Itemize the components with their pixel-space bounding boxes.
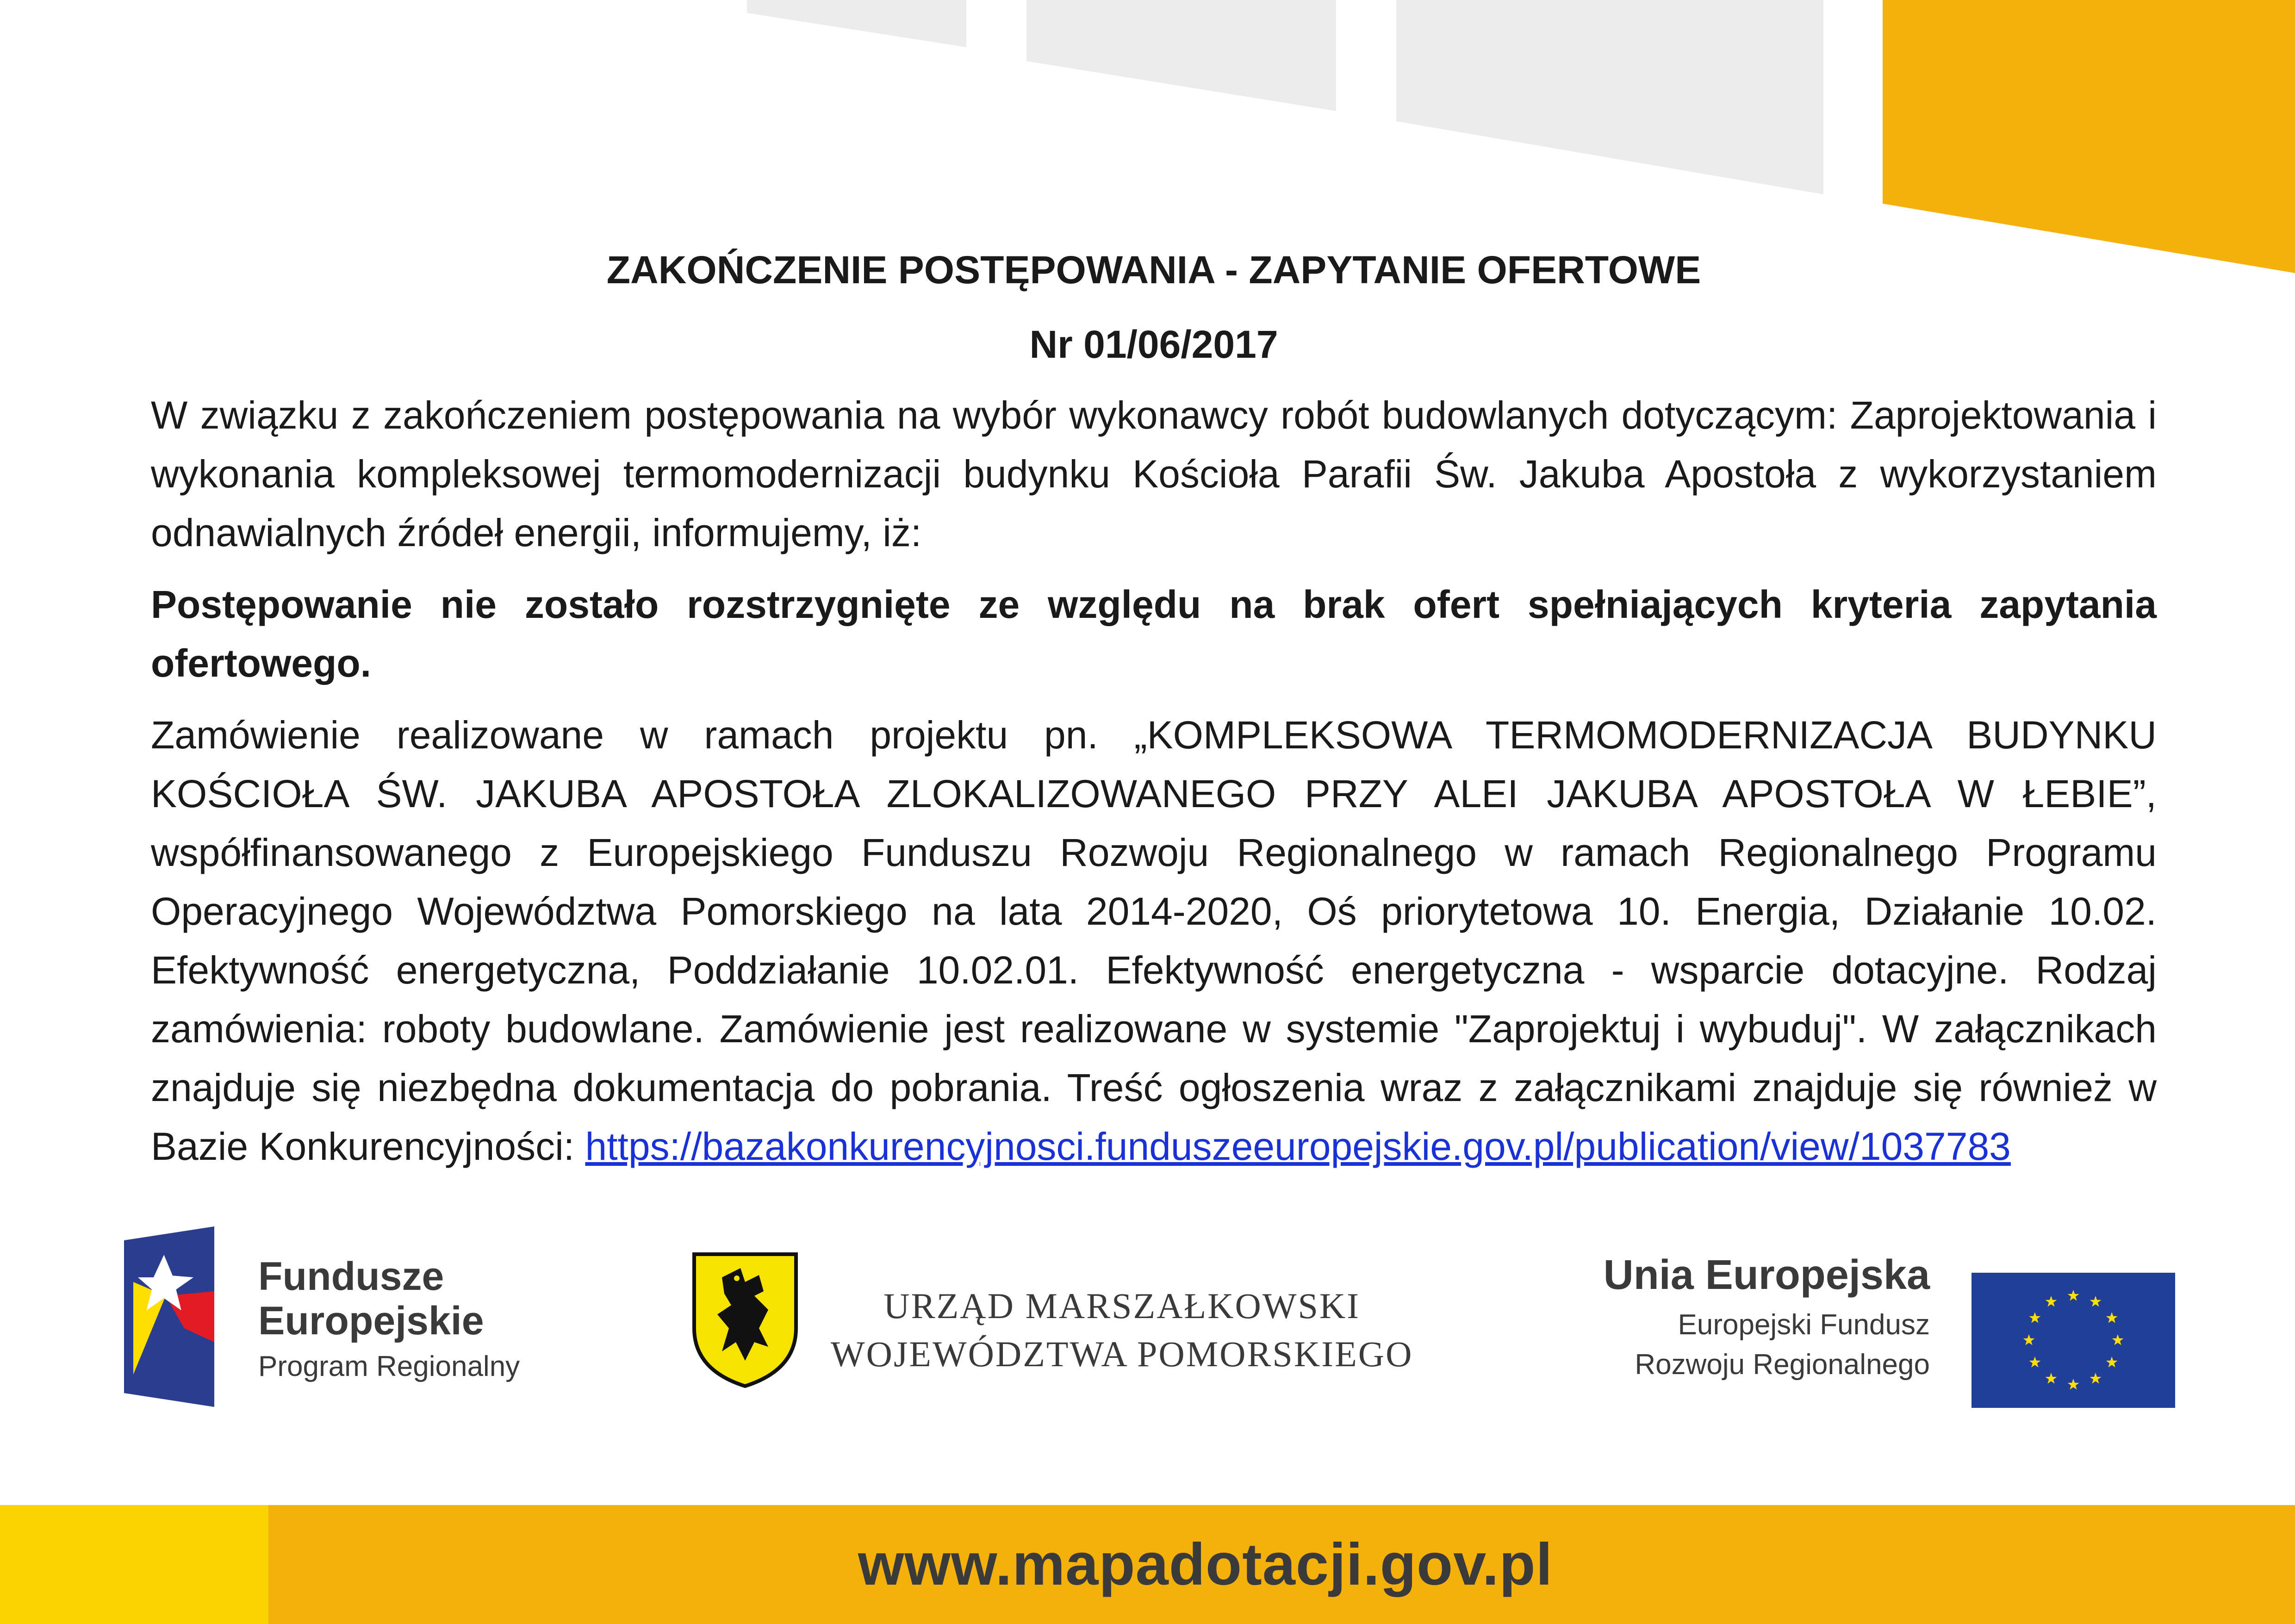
umwp-line2: WOJEWÓDZTWA POMORSKIEGO (831, 1334, 1413, 1374)
document-body (151, 241, 2157, 1189)
fe-line2: Europejskie (258, 1299, 484, 1343)
intro-paragraph: W związku z zakończeniem postępowania na wybór wykonawcy robót budowlanych dotyczącym: Zaprojektowania i wykonania kompleksowej termomodernizacji budynku Kościoła Parafii Św. Jakuba Apostoła z wykorzystaniem odnawialnych źródeł energii, informujemy, iż: (151, 393, 2157, 554)
logos-bar (0, 1222, 2295, 1402)
eu-flag-icon (1972, 1273, 2175, 1408)
deco-gray-shape-3 (1396, 0, 1823, 194)
deco-gray-shape-1 (747, 0, 966, 47)
urzad-marszalkowski-text (831, 1282, 1413, 1378)
footer-bar (0, 1505, 2295, 1624)
deco-yellow-shape (1883, 0, 2295, 273)
document-title: ZAKOŃCZENIE POSTĘPOWANIA - ZAPYTANIE OFERTOWE (606, 248, 1701, 292)
fe-line1: Fundusze (258, 1254, 444, 1299)
document-number: Nr 01/06/2017 (1029, 323, 1278, 366)
fundusze-europejskie-logo (124, 1226, 587, 1407)
baza-konkurencyjnosci-link[interactable]: https://bazakonkurencyjnosci.funduszeeuropejskie.gov.pl/publication/view/1037783 (585, 1125, 2011, 1168)
fundusze-europejskie-text (258, 1254, 520, 1388)
project-paragraph (151, 706, 2157, 1176)
result-paragraph: Postępowanie nie zostało rozstrzygnięte ze względu na brak ofert spełniających kryteria zapytania ofertowego. (151, 583, 2157, 685)
ue-sub2: Rozwoju Regionalnego (1635, 1349, 1930, 1381)
umwp-line1: URZĄD MARSZAŁKOWSKI (883, 1286, 1361, 1326)
ue-sub1: Europejski Fundusz (1678, 1309, 1930, 1341)
urzad-marszalkowski-logo (690, 1250, 1476, 1388)
fe-subtitle: Program Regionalny (258, 1350, 520, 1382)
project-text: Zamówienie realizowane w ramach projektu pn. „KOMPLEKSOWA TERMOMODERNIZACJA BUDYNKU KOŚCIOŁA ŚW. JAKUBA APOSTOŁA ZLOKALIZOWANEGO PRZY ALEI JAKUBA APOSTOŁA W ŁEBIE”, współfinansowanego z Europejskiego Funduszu Rozwoju Regionalnego w ramach Regionalnego Programu Operacyjnego Województwa Pomorskiego na lata 2014-2020, Oś priorytetowa 10. Energia, Działanie 10.02. Efektywność energetyczna, Poddziałanie 10.02.01. Efektywność energetyczna - wsparcie dotacyjne. Rodzaj zamówienia: roboty budowlane. Zamówienie jest realizowane w systemie "Zaprojektuj i wybuduj". W załącznikach znajduje się niezbędna dokumentacja do pobrania. Treść ogłoszenia wraz z załącznikami znajduje się również w Bazie Konkurencyjności: (151, 713, 2157, 1168)
unia-europejska-text (1604, 1245, 1930, 1385)
deco-gray-shape-2 (1026, 0, 1336, 111)
fundusze-europejskie-flag-icon (124, 1226, 221, 1407)
ue-title: Unia Europejska (1603, 1252, 1930, 1298)
pomorskie-griffin-coat-of-arms-icon (690, 1250, 801, 1388)
footer-url: www.mapadotacji.gov.pl (858, 1531, 1553, 1598)
unia-europejska-logo (1564, 1245, 2175, 1393)
